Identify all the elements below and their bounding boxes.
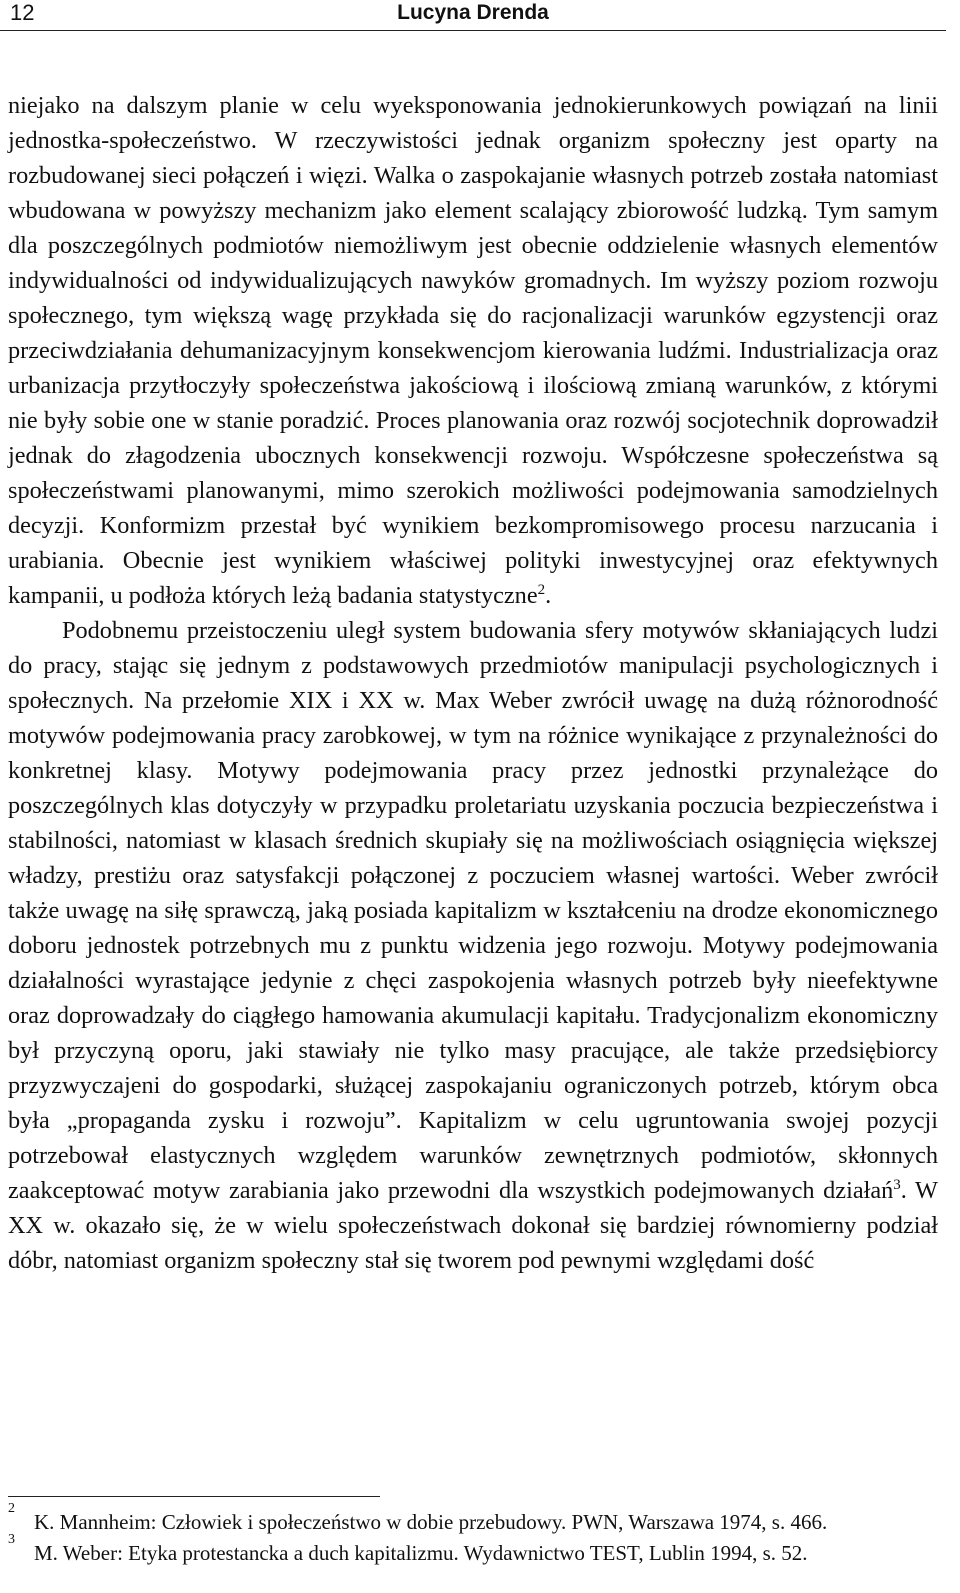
page-number: 12 <box>10 0 35 25</box>
footnote-number: 2 <box>8 1501 15 1516</box>
footnote-reference: 2 <box>537 581 546 598</box>
footnote-number: 3 <box>8 1532 15 1547</box>
footnotes <box>8 1501 938 1569</box>
body-text <box>8 88 938 1278</box>
footnote <box>8 1532 938 1569</box>
paragraph <box>8 88 938 613</box>
footnote <box>8 1501 938 1538</box>
paragraph-text-tail: . <box>545 582 552 609</box>
running-head-author: Lucyna Drenda <box>397 1 549 24</box>
footnote-reference: 3 <box>893 1176 901 1193</box>
paragraph-text: niejako na dalszym planie w celu wyeksponowania jednokierunkowych powiązań na linii jednostka-społeczeństwo. W rzeczywistości jednak organizm społeczny jest oparty na rozbudowanej sieci połączeń i więzi. Walka o zaspokajanie własnych potrzeb została natomiast wbudowana w powyższy mechanizm jako element scalający zbiorowość ludzką. Tym samym dla poszczególnych podmiotów niemożliwym jest obecnie oddzielenie własnych elementów indywidualności od indywidualizujących nawyków gromadnych. Im wyższy poziom rozwoju społecznego, tym większą wagę przykłada się do racjonalizacji warunków egzystencji oraz przeciwdziałania dehumanizacyjnym konsekwencjom kierowania ludźmi. Industrializacja oraz urbanizacja przytłoczyły społeczeństwa jakościową i ilościową zmianą warunków, z którymi nie były sobie one w stanie poradzić. Proces planowania oraz rozwój socjotechnik doprowadził jednak do złagodzenia ubocznych konsekwencji rozwoju. Współczesne społeczeństwa są społeczeństwami planowanymi, mimo szerokich możliwości podejmowania samodzielnych decyzji. Konformizm przestał być wynikiem bezkompromisowego procesu narzucania i urabiania. Obecnie jest wynikiem właściwej polityki inwestycyjnej oraz efektywnych kampanii, u podłoża których leżą badania statystyczne <box>8 92 938 609</box>
footnote-text: M. Weber: Etyka protestancka a duch kapitalizmu. Wydawnictwo TEST, Lublin 1994, s. 52. <box>34 1541 808 1565</box>
page-header <box>0 0 946 31</box>
paragraph-text-tail: . W XX w. okazało się, że w wielu społeczeństwach dokonał się bardziej równomierny podział dóbr, natomiast organizm społeczny stał się tworem pod pewnymi względami dość <box>8 1177 938 1274</box>
paragraph-text: Podobnemu przeistoczeniu uległ system budowania sfery motywów skłaniających ludzi do pracy, stając się jednym z podstawowych przedmiotów manipulacji psychologicznych i społecznych. Na przełomie XIX i XX w. Max Weber zwrócił uwagę na dużą różnorodność motywów podejmowania pracy zarobkowej, w tym na różnice wynikające z przynależności do konkretnej klasy. Motywy podejmowania pracy przez jednostki przynależące do poszczególnych klas dotyczyły w przypadku proletariatu uzyskania poczucia bezpieczeństwa i stabilności, natomiast w klasach średnich skupiały się na możliwościach osiągnięcia większej władzy, prestiżu oraz satysfakcji połączonej z poczuciem własnej wartości. Weber zwrócił także uwagę na siłę sprawczą, jaką posiada kapitalizm w kształceniu na drodze ekonomicznego doboru jednostek potrzebnych mu z punktu widzenia jego rozwoju. Motywy podejmowania działalności wyrastające jedynie z chęci zaspokojenia własnych potrzeb były nieefektywne oraz doprowadzały do ciągłego hamowania akumulacji kapitału. Tradycjonalizm ekonomiczny był przyczyną oporu, jaki stawiały nie tylko masy pracujące, ale także przedsiębiorcy przyzwyczajeni do gospodarki, służącej zaspokajaniu ograniczonych potrzeb, którym obca była „propaganda zysku i rozwoju”. Kapitalizm w celu ugruntowania swojej pozycji potrzebował elastycznych względem warunków zewnętrznych podmiotów, skłonnych zaakceptować motyw zarabiania jako przewodni dla wszystkich podejmowanych działań <box>8 617 938 1204</box>
footnote-text: K. Mannheim: Człowiek i społeczeństwo w dobie przebudowy. PWN, Warszawa 1974, s. 466. <box>34 1510 828 1534</box>
paragraph <box>8 613 938 1278</box>
footnote-divider <box>8 1496 380 1497</box>
